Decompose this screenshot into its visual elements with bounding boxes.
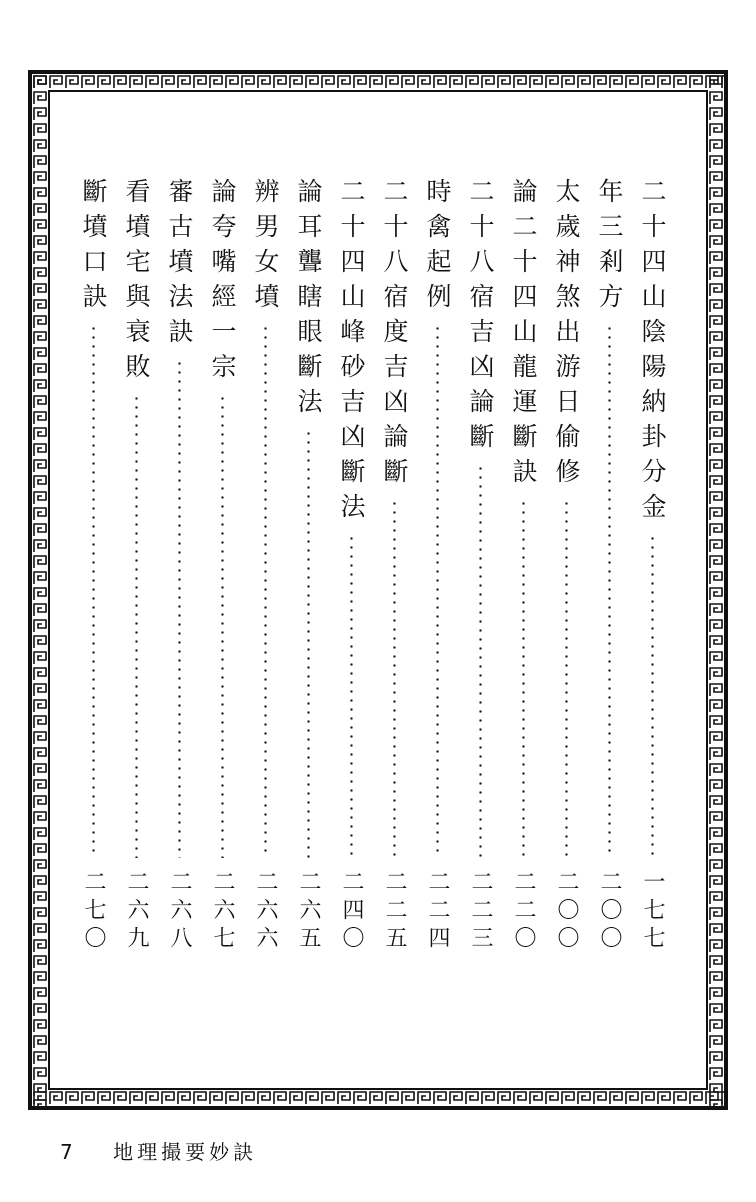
border-pattern-left bbox=[32, 74, 48, 1106]
toc-entry-title: 年三剎方 bbox=[595, 178, 624, 318]
toc-entry-title: 斷墳口訣 bbox=[79, 178, 108, 318]
toc-entry bbox=[415, 178, 459, 968]
toc-entry bbox=[372, 178, 416, 968]
leader-dots bbox=[565, 499, 568, 858]
leader-dots bbox=[522, 499, 525, 858]
toc-entry bbox=[329, 178, 373, 968]
toc-entry-title: 論夸嘴經一宗 bbox=[208, 178, 237, 388]
border-pattern-right bbox=[708, 74, 724, 1106]
toc-entry bbox=[286, 178, 330, 968]
toc-entry-title: 二十八宿度吉凶論斷 bbox=[380, 178, 409, 493]
toc-entry-title: 辨男女墳 bbox=[251, 178, 280, 318]
toc-entry bbox=[630, 178, 674, 968]
page-footer bbox=[60, 1136, 257, 1165]
leader-dots bbox=[479, 464, 482, 858]
toc-entry bbox=[587, 178, 631, 968]
border-pattern-bottom bbox=[32, 1090, 724, 1106]
toc-entry-title: 二十八宿吉凶論斷 bbox=[466, 178, 495, 458]
toc-entry-page: 二六八 bbox=[167, 870, 192, 954]
toc-entry bbox=[114, 178, 158, 968]
toc-entry-title: 二十四山峰砂吉凶斷法 bbox=[337, 178, 366, 528]
toc-entry-page: 二二四 bbox=[425, 870, 450, 954]
toc-entry bbox=[458, 178, 502, 968]
toc-entry-title: 論耳聾瞎眼斷法 bbox=[294, 178, 323, 423]
toc-entry-title: 看墳宅與衰敗 bbox=[122, 178, 151, 388]
toc-entry bbox=[243, 178, 287, 968]
toc-entry-page: 二〇〇 bbox=[554, 870, 579, 954]
leader-dots bbox=[651, 534, 654, 858]
toc-entry-page: 二四〇 bbox=[339, 870, 364, 954]
toc-entry bbox=[71, 178, 115, 968]
leader-dots bbox=[178, 359, 181, 858]
leader-dots bbox=[307, 429, 310, 858]
table-of-contents bbox=[70, 178, 670, 978]
toc-entry bbox=[157, 178, 201, 968]
toc-entry-page: 二二三 bbox=[468, 870, 493, 954]
toc-entry-title: 時禽起例 bbox=[423, 178, 452, 318]
book-title: 地理撮要妙訣 bbox=[113, 1140, 258, 1164]
toc-entry-page: 二二〇 bbox=[511, 870, 536, 954]
toc-entry bbox=[544, 178, 588, 968]
toc-entry-title: 太歲神煞出游日偷修 bbox=[552, 178, 581, 493]
leader-dots bbox=[393, 499, 396, 858]
toc-entry-page: 二六六 bbox=[253, 870, 278, 954]
leader-dots bbox=[221, 394, 224, 858]
leader-dots bbox=[135, 394, 138, 858]
toc-entry-page: 二〇〇 bbox=[597, 870, 622, 954]
toc-entry-page: 二二五 bbox=[382, 870, 407, 954]
toc-entry bbox=[501, 178, 545, 968]
leader-dots bbox=[350, 534, 353, 858]
toc-entry-page: 一七七 bbox=[640, 870, 665, 954]
leader-dots bbox=[92, 324, 95, 858]
toc-entry bbox=[200, 178, 244, 968]
leader-dots bbox=[608, 324, 611, 858]
toc-entry-title: 審古墳法訣 bbox=[165, 178, 194, 353]
toc-entry-page: 二六七 bbox=[210, 870, 235, 954]
toc-entry-page: 二六九 bbox=[124, 870, 149, 954]
toc-entry-title: 二十四山陰陽納卦分金 bbox=[638, 178, 667, 528]
toc-entry-title: 論二十四山龍運斷訣 bbox=[509, 178, 538, 493]
leader-dots bbox=[436, 324, 439, 858]
toc-entry-page: 二六五 bbox=[296, 870, 321, 954]
toc-entry-page: 二七〇 bbox=[81, 870, 106, 954]
border-pattern-top bbox=[32, 74, 724, 90]
leader-dots bbox=[264, 324, 267, 858]
page-number: 7 bbox=[60, 1140, 77, 1164]
